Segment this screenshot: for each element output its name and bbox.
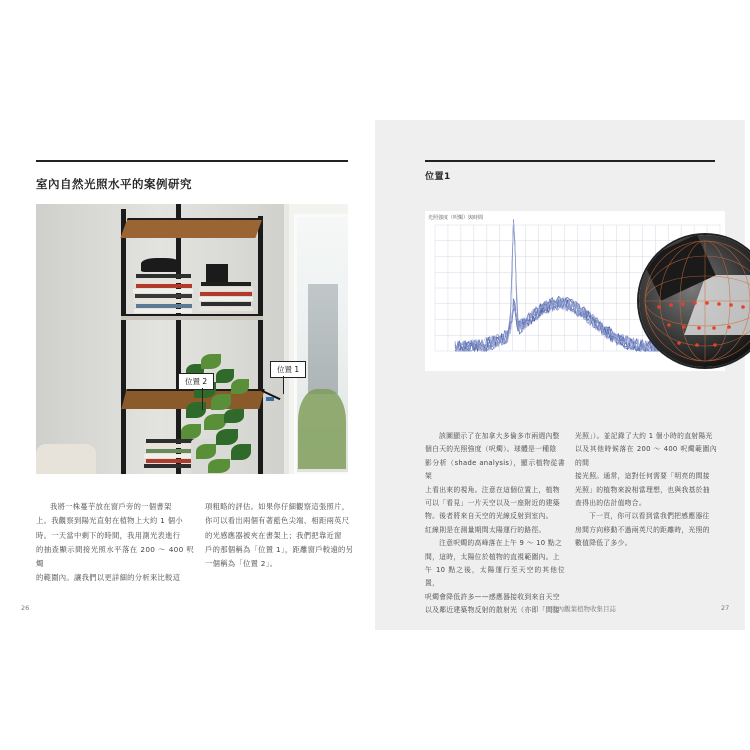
position-2-label: 位置 2	[178, 373, 214, 390]
heading-rule-right	[425, 160, 715, 162]
heading-rule	[36, 160, 348, 162]
shade-analysis-sphere	[639, 235, 750, 367]
left-page	[15, 120, 370, 630]
light-intensity-figure	[425, 211, 725, 371]
light-series-line	[455, 219, 665, 351]
running-footer: 室內觀葉植物收集目誌	[551, 605, 616, 613]
page-number-left: 26	[21, 604, 30, 612]
bookshelf-photo	[36, 204, 348, 474]
chart-title: 光照強度（呎燭）與時間	[428, 215, 484, 221]
page-number-right: 27	[721, 604, 730, 612]
right-col-1: 該圖顯示了在加拿大多倫多市兩週內整 個白天的光照強度（呎燭）。球體是一種陰 影分析（shade analysis），顯示植物從書架 上看出來的視角。注意在這個位置上，植物 可以「看見」一片天空以及一座附近的建築 物。後者將來自天空的光線反射到室內。 紅線則是在測量期間太陽運行的路徑。 注意呎燭的高峰落在上午 9 ～ 10 點之 間，這時，太陽位於植物的直視範圍內。上 午 10 點之後，太陽運行至天空的其他位置， 呎燭會降低許多——感應器接收到來自天空 以及鄰近建築物反射的散射光（亦即「間接	[425, 432, 565, 615]
right-page	[375, 120, 745, 630]
section-heading: 位置1	[425, 172, 451, 182]
left-col-2: 項粗略的評估。如果你仔細觀察這張照片， 你可以看出兩個有著藍色尖端、相距兩英尺 的光感應器被夾在書架上；我們把靠近窗 戶的那個稱為「位置 1」，距離窗戶較遠的另 一個稱為「位置 2」。	[205, 502, 354, 569]
page-heading: 室內自然光照水平的案例研究	[36, 177, 192, 191]
light-series-line	[455, 224, 665, 351]
position-1-label: 位置 1	[270, 361, 306, 378]
right-col-2: 光照」）。並記錄了大約 1 個小時的直射陽光 以及其他時候落在 200 ～ 400 呎燭範圍內的間 接光照。通常，這對任何需要「明亮的間接 光照」的植物來說相當理想，也與我基於抽 查得出的估計值吻合。 下一頁，你可以看到當我們把感應器往 房間方向移動不過兩英尺的距離時，光照的 數值降低了多少。	[575, 432, 717, 548]
left-col-1: 我將一株蔓芋放在窗戶旁的一個書架 上。我觀察到陽光直射在植物上大約 1 個小 時。一天當中剩下的時間，我用測光表進行 的抽查顯示間接光照水平落在 200 ～ 400 呎燭 的範圍內。讓我們以更詳細的分析來比較這	[36, 502, 194, 583]
